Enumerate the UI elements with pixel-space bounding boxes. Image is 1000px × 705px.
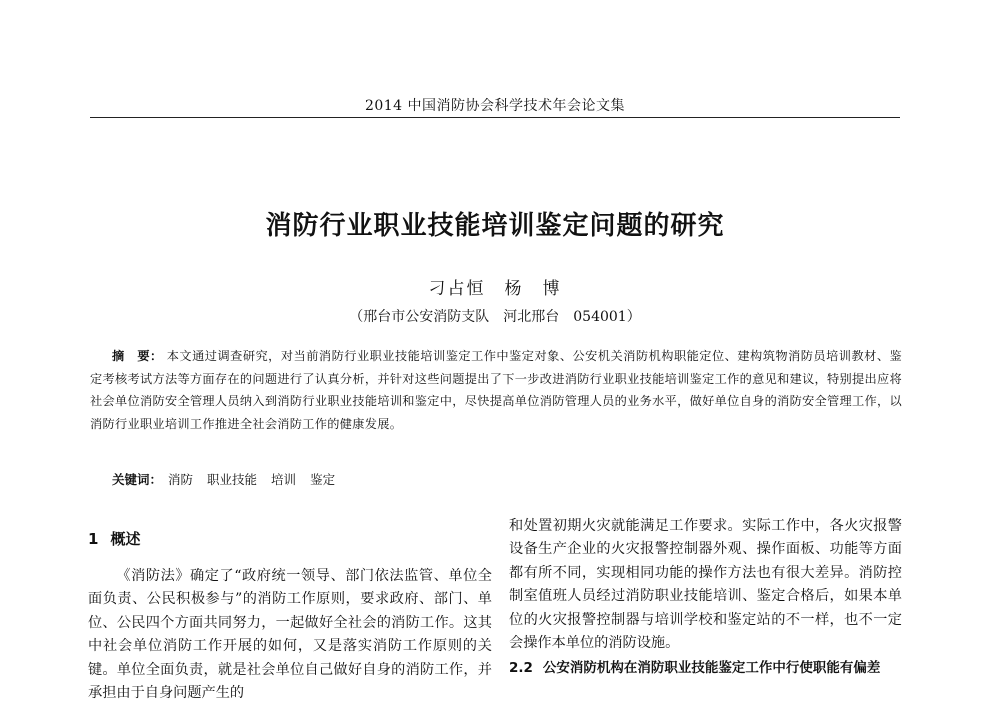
right-column — [509, 515, 902, 680]
left-column — [88, 520, 492, 705]
section-number: 1 — [88, 530, 99, 548]
subsection-number: 2.2 — [509, 660, 533, 677]
running-header: 2014 中国消防协会科学技术年会论文集 — [364, 98, 626, 114]
paper-title: 消防行业职业技能培训鉴定问题的研究 — [265, 211, 725, 241]
keyword-item: 鉴定 — [310, 472, 336, 487]
paper-authors: 刁占恒 杨 博 — [428, 279, 562, 299]
header-rule — [90, 117, 900, 118]
subsection-title: 公安消防机构在消防职业技能鉴定工作中行使职能有偏差 — [542, 660, 881, 677]
keyword-item: 职业技能 — [207, 472, 258, 487]
section-paragraph: 《消防法》确定了“政府统一领导、部门依法监管、单位全面负责、公民积极参与”的消防工作原则，要求政府、部门、单位、公民四个方面共同努力，一起做好全社会的消防工作。这其中社会单位消防工作开展的如何，又是落实消防工作原则的关键。单位全面负责，就是社会单位自己做好自身的消防工作，并承担由于自身问题产生的 — [88, 568, 492, 702]
abstract-text: 本文通过调查研究，对当前消防行业职业技能培训鉴定工作中鉴定对象、公安机关消防机构职能定位、建构筑物消防员培训教材、鉴定考核考试方法等方面存在的问题进行了认真分析，并针对这些问题提出了下一步改进消防行业职业技能培训鉴定工作的意见和建议，特别提出应将社会单位消防安全管理人员纳入到消防行业职业技能培训和鉴定中，尽快提高单位消防管理人员的业务水平，做好单位自身的消防安全管理工作，以消防行业职业培训工作推进全社会消防工作的健康发展。 — [90, 349, 903, 431]
keywords — [112, 470, 812, 488]
right-paragraph: 和处置初期火灾就能满足工作要求。实际工作中，各火灾报警设备生产企业的火灾报警控制器外观、操作面板、功能等方面都有所不同，实现相同功能的操作方法也有很大差异。消防控制室值班人员经过消防职业技能培训、鉴定合格后，如果本单位的火灾报警控制器与培训学校和鉴定站的不一样，也不一定会操作本单位的消防设施。 — [509, 518, 902, 652]
subsection-heading — [509, 657, 902, 680]
keyword-item: 培训 — [271, 472, 297, 487]
abstract-label: 摘 要： — [112, 349, 163, 363]
keywords-label: 关键词： — [112, 472, 163, 487]
section-heading — [88, 528, 492, 549]
section-title: 概述 — [110, 530, 141, 548]
paper-affiliation: （邢台市公安消防支队 河北邢台 054001） — [349, 309, 641, 325]
abstract — [90, 345, 902, 435]
keyword-item: 消防 — [168, 472, 194, 487]
